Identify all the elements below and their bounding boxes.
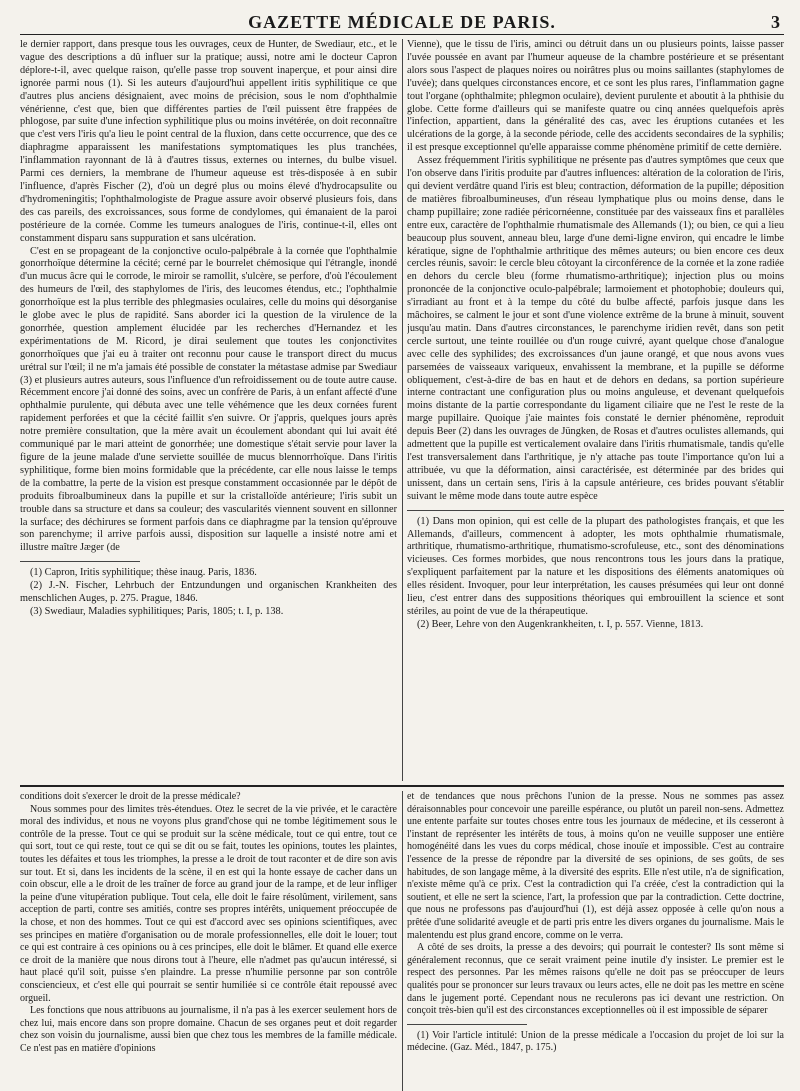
page-number: 3 [771, 12, 780, 32]
paragraph: Nous sommes pour des limites très-étendues. Otez le secret de la vie privée, et le caractère moral des individus, et nous ne voyons plus grand'chose qui ne tombe légitimement sous le contrôle de la presse. Tout ce qui se produit sur la scène médicale, tout ce qui entre, tout ce qui sort, tout ce qui reste, tout ce qui se dit ou se fait, toutes les opinions, toutes les plaintes, toutes les défaites et tous les triomphes, la presse a le droit de tout raconter et de dire son avis sur tout. Et si, dans les incidents de la scène, il en est qui la honte essaye de cacher dans un coin obscur, elle a le droit de les traîner de force au grand jour de la rampe, et de leur infliger la peine d'une vitupération publique. Tout cela, elle doit le faire résolûment, virilement, sans acception de parti, contre ses amitiés, contre ses propres intérêts, uniquement préoccupée de la chose, et non des hommes. Tout ce qui est d'accord avec ses opinions scientifiques, avec ses principes en matière d'organisation ou de morale professionnelles, elle doit le louer; tout ce qui est contraire à ces opinions ou à ces principes, elle doit le blâmer. Et quand elle exerce ce droit de la manière que nous dirons tout à l'heure, elle n'admet pas qu'aucun intéressé, si haut placé qu'il soit, puisse s'en plaindre. La presse n'humilie personne par son contrôle consciencieux, et c'est elle qui pourrait se sentir humiliée si ce contrôle était repoussé avec orgueil. [20, 803, 397, 1004]
footnote-rule [407, 510, 784, 511]
section-divider [20, 785, 784, 787]
top-left-column [20, 39, 397, 781]
paragraph: le dernier rapport, dans presque tous les ouvrages, ceux de Hunter, de Swediaur, etc., et le vague des descriptions a dû influer sur la pratique; aussi, notre ami le docteur Capron déplore-t-il, avec quelque raison, qu'elle passe trop souvent inaperçue, et pour ainsi dire ignorée parmi nous (1). Si les auteurs d'aujourd'hui appellent iritis syphilitique ce que d'autres plus anciens désignaient, avec moins de précision, sous le nom d'ophthalmie vénérienne, c'est que, bien que différentes parties de l'œil puissent être frappées de phlogose, par suite d'une infection syphilitique plus ou moins invétérée, on doit reconnaître que c'est vers l'iris qu'a lieu le point central de la fluxion, dans cette occurrence, que des ce diaphragme apparaissent les manifestations symptomatiques les plus tranchées, l'inflammation rayonnant de là à d'autres tissus, externes ou internes, du bulbe visuel. Parmi ces derniers, la membrane de l'humeur aqueuse est très-disposée à en subir l'influence, d'après Fischer (2), d'où un degré plus ou moins élevé d'hydrocapsulite ou d'hydromeningitis; l'ophthalmologiste de Prague assure avoir observé plusieurs fois, dans des cas pareils, des excroissances, sous forme de condylomes, qui émanaient de la paroi postérieure de la cornée. Comme les tumeurs analogues de l'iris, continue-t-il, elles ont constamment disparu sans suppuration et sans ulcération. [20, 39, 397, 244]
footnote: (2) Beer, Lehre von den Augenkrankheiten, t. I, p. 557. Vienne, 1813. [417, 618, 704, 630]
top-section [20, 39, 784, 781]
column-rule [402, 39, 403, 781]
journal-title: GAZETTE MÉDICALE DE PARIS. [248, 12, 556, 32]
paragraph: Les fonctions que nous attribuons au journalisme, il n'a pas à les exercer seulement hors de chez lui, mais encore dans son propre domaine. Chacun de ses organes peut et doit regarder chez son voisin du journalisme, aussi bien que chez tous les membres de la famille médicale. Ce n'est pas en matière d'opinions [20, 1005, 397, 1054]
paragraph: et de tendances que nous prêchons l'union de la presse. Nous ne sommes pas assez déraisonnables pour concevoir une pareille espérance, ou plutôt un pareil non-sens. Admettez une entente parfaite sur toutes choses entre tous les journaux de médecine, et ils cesseront à l'instant de représenter les intérêts de tous, à moins qu'on ne veuille supposer une entière homogénéité dans les vues du corps médical, chose inouïe et impossible. C'est au contraire l'essence de la presse de répondre par la diversité de ses opinions, de ses goûts, de ses habitudes, de son langage même, à la diversité des esprits. Elle n'est utile, n'a de signification, n'existe même qu'à ce prix. C'est la contradiction qui l'a créée, c'est la contradiction qui la soutient, et elle ne sert la science, l'art, la profession que par la contradiction. Cette doctrine, que nous ne professons pas d'aujourd'hui (1), est déjà assez opposée à celle qu'on nous a prêtée d'une solidarité aveugle et de parti pris entre les divers organes du journalisme. Mais le malentendu est plus grand encore, comme on le verra. [407, 791, 784, 941]
paragraph: Assez fréquemment l'iritis syphilitique ne présente pas d'autres symptômes que ceux que l'on observe dans l'iritis produite par d'autres influences: altération de la coloration de l'iris, qui devient verdâtre quand l'iris est bleu; contraction, déformation de la pupille; déposition de matières fibroalbumineuses, d'un réseau lymphatique plus ou moins dense, dans le champ pupillaire; zone radiée péricornéenne, constituée par des vaisseaux fins et parallèles entre eux, caractère de l'ophthalmie rhumatismale des Allemands (1); ou bien, ce qui a lieu beaucoup plus souvent, anneau bleu, large d'une demi-ligne environ, qui encadre le limbe kératique, signe de l'ophthalmie arthritique des mêmes auteurs; ou bien encore ces deux cercles réunis, savoir: le cercle bleu côtoyant la circonférence de la cornée et la zone radiée en dehors du cercle bleu (forme rhumatismo-arthritique); injection plus ou moins prononcée de la conjonctive oculo-palpébrale; larmoiement et photophobie; douleurs qui, s'irradiant au front et à la tempe du côté du bulbe affecté, parfois jusque dans les mâchoires, se calment le jour et sont d'une violence extrême de la brune à minuit, souvent jusqu'au matin. Dans d'autres circonstances, le parenchyme iridien revêt, dans son petit cercle surtout, une teinte rouillée ou d'un rouge cuivré, ayant quelque chose d'analogue avec celle des syphilides; des excroissances d'un jaune orangé, et que nous avons vues parsemées de vaisseaux variqueux, envahissent la membrane, et la pupille se déforme obliquement, c'est-à-dire de bas en haut et de dehors en dedans, sa portion supérieure interne contractant une configuration plus ou moins anguleuse, et devenant quelquefois moins distante de la partie correspondante du ligament ciliaire que ne l'est le reste de la marge pupillaire. Quoique j'aie maintes fois constaté le dernier phénomène, reproduit depuis Beer (2) dans les ouvrages de Jüngken, de Rosas et d'autres oculistes allemands, qui admettent que la pupille est verticalement ovalaire dans l'iritis rhumatismale, tandis qu'elle l'est transversalement dans l'arthritique, je n'y attache pas toute l'importance qu'on lui a attribuée, vu que la déformation, ainsi caractérisée, est déterminée par des brides qui unissent, dans un certain sens, l'iris à la capsule antérieure, ces brides pouvant s'établir suivant le même mode dans toute autre espèce [407, 155, 784, 502]
paragraph: C'est en se propageant de la conjonctive oculo-palpébrale à la cornée que l'ophthalmie gonorrhoïque détermine la cécité; cerné par le bourrelet chémosique qui l'étrangle, inondé d'un mucus âcre qui le corrode, le miroir se ramollit, s'ulcère, se perfore, d'où l'écoulement des humeurs de l'œil, des staphylomes de l'iris, des leucomes étendus, etc.; l'ophthalmie gonorrhoïque est la plus terrible des phlegmasies oculaires, celle du moins qui désorganise le globe avec le plus de rapidité. Sans aborder ici la question de la virulence de la gonorrhée, question amplement élucidée par les recherches d'Hernandez et les expérimentations de M. Ricord, je dirai seulement que toutes les conjonctivites gonorrhoïques que j'ai eu à traiter ont reconnu pour cause le transport direct du mucus urétral sur l'œil; il ne m'a jamais été possible de constater la métastase admise par Swediaur (3) et plusieurs autres auteurs, sous l'influence d'un refroidissement ou de toute autre cause. Récemment encore j'ai donné des soins, avec un confrère de Paris, à un enfant affecté d'une ophthalmie purulente, qui débuta avec une telle véhémence que les deux cornées furent rapidement perforées et que la cécité faillit s'en suivre. Or j'appris, quelques jours après notre première consultation, que la mère avait un écoulement abondant qui lui avait été communiqué par le mari atteint de gonorrhée; une domestique s'était servie pour laver la figure de la jeune malade d'une serviette souillée de mucus blennorrhoïque. Dans l'iritis syphilitique, forme bien moins formidable que la précédente, car elle nous laisse le temps de la combattre, la perte de la vision est presque constamment occasionnée par le dépôt de produits fibroalbumineux dans la pupille et sur la cristalloïde antérieure; l'iris subit un trouble dans sa structure et dans sa couleur; des vascularités viennent souvent en sillonner la surface; des déchirures se forment parfois dans ce diaphragme par la tension qu'éprouve son parenchyme; il arrive parfois aussi, disposition sur laquelle a insisté notre ami et illustre maître Jæger (de [20, 245, 397, 554]
bottom-section [20, 791, 784, 1091]
top-right-column [407, 39, 784, 781]
footnote: (2) J.-N. Fischer, Lehrbuch der Entzundungen und organischen Krankheiten des menschlichen Auges, p. 275. Prague, 1846. [20, 580, 397, 605]
footnote-rule [20, 561, 140, 562]
footnote: (3) Swediaur, Maladies syphilitiques; Paris, 1805; t. I, p. 138. [30, 605, 284, 617]
paragraph: A côté de ses droits, la presse a des devoirs; qui pourrait le contester? Ils sont même si généralement reconnus, que ce serait vraiment peine inutile d'y insister. Le premier est le respect des personnes. Par les mêmes raisons qu'elle ne doit pas se préoccuper de leurs qualités pour se prononcer sur leurs travaux ou leurs actes, elle ne doit pas les mettre en scène dans le jugement porté. Cependant nous ne reculerons pas ici devant une restriction. On conçoit très-bien qu'il est des circonstances exceptionnelles où il est impossible de séparer [407, 942, 784, 1017]
page-header [20, 10, 784, 35]
paragraph: Vienne), que le tissu de l'iris, aminci ou détruit dans un ou plusieurs points, laisse passer l'uvée poussée en avant par l'humeur aqueuse de la chambre postérieure et se présentant alors sous l'aspect de plaques noires ou noirâtres plus ou moins saillantes (staphylomes de l'uvée); dans quelques circonstances encore, et ce sont les plus rares, l'inflammation gagne tout l'organe (ophthalmite; phlegmon oculaire), devient purulente et aboutit à la phthisie du globe. Cette forme d'ailleurs qui se manifeste quatre ou cinq années quelquefois après l'infection, appartient, dans la généralité des cas, avec les éruptions cutanées et les ulcérations de la gorge, à la seconde période, celle des accidents secondaires de la syphilis; il est presque exceptionnel qu'elle apparaisse comme phénomène primitif de cette dernière. [407, 39, 784, 154]
column-rule [402, 791, 403, 1091]
footnote: (1) Dans mon opinion, qui est celle de la plupart des pathologistes français, et que les Allemands, d'ailleurs, commencent à adopter, les mots ophthalmie rhumatismale, arthritique, rhumatismo-arthritique, rhumatismo-scrofuleuse, etc., sont des dénominations vicieuses. Ces formes morbides, que nous rencontrons tous les jours dans la pratique, s'expliquent parfaitement par la nature et les dispositions des éléments anatomiques où elles résident. Invoquer, pour leur interprétation, les causes présumées qui leur ont donné lieu, c'est entrer dans des suppositions théoriques qui embrouillent la science et sont stériles, au point de vue de la thérapeutique. [407, 515, 784, 617]
bottom-left-column [20, 791, 397, 1091]
footnote: (1) Voir l'article intitulé: Union de la presse médicale a l'occasion du projet de loi sur la médecine. (Gaz. Méd., 1847, p. 175.) [407, 1029, 784, 1054]
bottom-right-column [407, 791, 784, 1091]
footnote: (1) Capron, Iritis syphilitique; thèse inaug. Paris, 1836. [30, 567, 257, 579]
paragraph: conditions doit s'exercer le droit de la presse médicale? [20, 791, 241, 802]
footnote-rule [407, 1024, 527, 1025]
